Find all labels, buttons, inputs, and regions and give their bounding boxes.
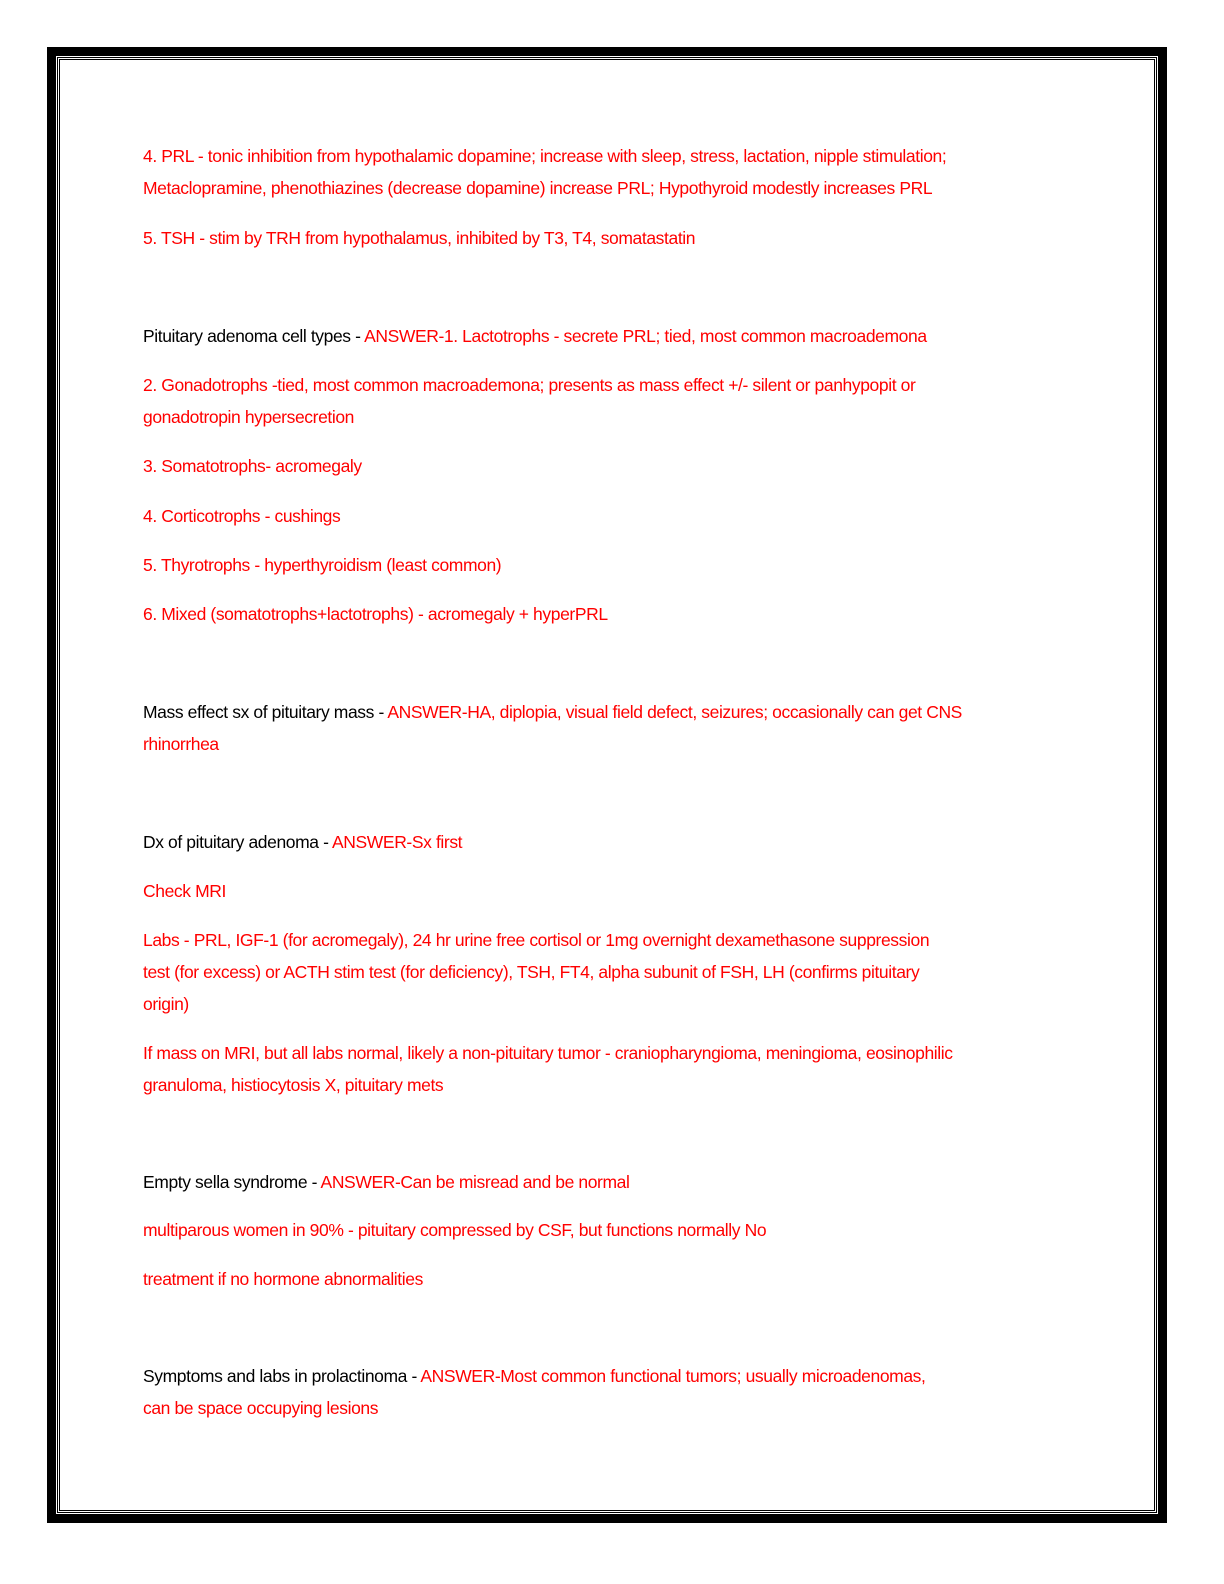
- question-line: [143, 826, 462, 858]
- qa-pituitary-adenoma-cell-types: [143, 320, 927, 352]
- text-line: Metaclopramine, phenothiazines (decrease dopamine) increase PRL; Hypothyroid modestly increases PRL: [143, 178, 933, 198]
- answer-paragraph-thyrotrophs: [143, 549, 501, 581]
- text-line: treatment if no hormone abnormalities: [143, 1269, 423, 1289]
- text-line: If mass on MRI, but all labs normal, likely a non-pituitary tumor - craniopharyngioma, meningioma, eosinophilic: [143, 1043, 953, 1063]
- text-line: can be space occupying lesions: [143, 1398, 379, 1418]
- text-line: 4. PRL - tonic inhibition from hypothalamic dopamine; increase with sleep, stress, lactation, nipple stimulation;: [143, 146, 947, 166]
- text-line: 6. Mixed (somatotrophs+lactotrophs) - acromegaly + hyperPRL: [143, 604, 608, 624]
- text-line: 4. Corticotrophs - cushings: [143, 506, 341, 526]
- text-line: origin): [143, 994, 189, 1014]
- answer-paragraph-somatotrophs: [143, 450, 362, 482]
- answer-text: ANSWER-1. Lactotrophs - secrete PRL; tied, most common macroademona: [364, 326, 927, 346]
- answer-paragraph-mixed: [143, 598, 608, 630]
- question-text: Pituitary adenoma cell types -: [143, 326, 365, 346]
- qa-empty-sella: [143, 1166, 629, 1198]
- question-text: Empty sella syndrome -: [143, 1172, 321, 1192]
- text-line: 5. Thyrotrophs - hyperthyroidism (least common): [143, 555, 502, 575]
- answer-paragraph-tsh: [143, 222, 695, 254]
- question-line: [143, 320, 927, 352]
- qa-mass-effect: [143, 696, 962, 760]
- question-line: [143, 1360, 925, 1392]
- question-line: [143, 696, 962, 728]
- answer-paragraph-multiparous: [143, 1214, 766, 1246]
- text-line: 3. Somatotrophs- acromegaly: [143, 456, 362, 476]
- answer-text: ANSWER-Can be misread and be normal: [320, 1172, 630, 1192]
- answer-paragraph-prl: [143, 140, 946, 204]
- answer-text: ANSWER-Sx first: [332, 832, 463, 852]
- answer-paragraph-check-mri: [143, 875, 226, 907]
- answer-paragraph-corticotrophs: [143, 500, 340, 532]
- text-line: Check MRI: [143, 881, 226, 901]
- text-line: 2. Gonadotrophs -tied, most common macroademona; presents as mass effect +/- silent or panhypopit or: [143, 375, 916, 395]
- text-line: rhinorrhea: [143, 734, 219, 754]
- answer-paragraph-labs: [143, 924, 929, 1020]
- text-line: test (for excess) or ACTH stim test (for deficiency), TSH, FT4, alpha subunit of FSH, LH (confirms pituitary: [143, 962, 920, 982]
- qa-dx-pituitary-adenoma: [143, 826, 462, 858]
- qa-prolactinoma: [143, 1360, 925, 1424]
- answer-text: ANSWER-HA, diplopia, visual field defect, seizures; occasionally can get CNS: [387, 702, 962, 722]
- text-line: 5. TSH - stim by TRH from hypothalamus, inhibited by T3, T4, somatastatin: [143, 228, 696, 248]
- answer-paragraph-non-pituitary: [143, 1037, 953, 1101]
- question-line: [143, 1166, 629, 1198]
- text-line: multiparous women in 90% - pituitary compressed by CSF, but functions normally No: [143, 1220, 767, 1240]
- text-line: granuloma, histiocytosis X, pituitary mets: [143, 1075, 444, 1095]
- answer-text: ANSWER-Most common functional tumors; usually microadenomas,: [420, 1366, 926, 1386]
- answer-paragraph-treatment: [143, 1263, 423, 1295]
- answer-paragraph-gonadotrophs: [143, 369, 915, 433]
- question-text: Symptoms and labs in prolactinoma -: [143, 1366, 421, 1386]
- text-line: Labs - PRL, IGF-1 (for acromegaly), 24 hr urine free cortisol or 1mg overnight dexamethasone suppression: [143, 930, 930, 950]
- question-text: Mass effect sx of pituitary mass -: [143, 702, 388, 722]
- text-line: gonadotropin hypersecretion: [143, 407, 355, 427]
- question-text: Dx of pituitary adenoma -: [143, 832, 333, 852]
